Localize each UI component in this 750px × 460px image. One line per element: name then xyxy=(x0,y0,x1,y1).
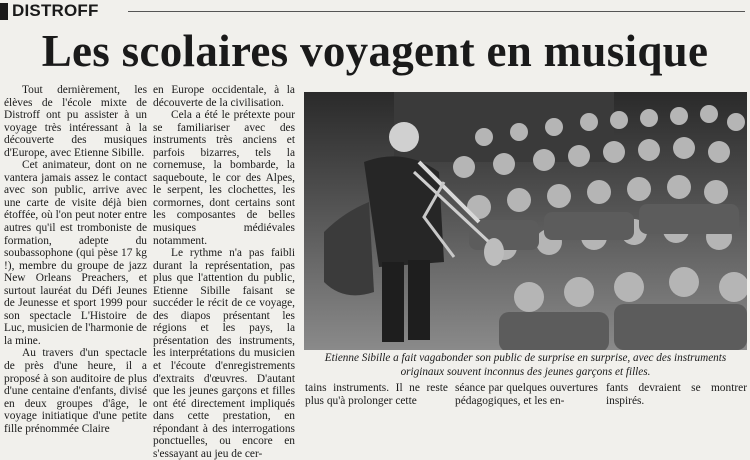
section-label: DISTROFF xyxy=(12,1,99,20)
section-marker xyxy=(0,3,8,20)
article-column-2 xyxy=(153,84,295,460)
article-continuation-2: séance par quelques ouvertures pédagogiques, et les en- xyxy=(455,382,598,407)
paragraph: Le rythme n'a pas faibli durant la représentation, pas plus que l'attention du public, Etienne Sibille faisant se succéder le récit de ce voyage, des diapos présentant les régions et les pays, la présentation des instruments, les interprétations du musicien et l'écoute d'enregistrements d'extraits d'œuvres. D'autant que les jeunes garçons et filles ont été directement impliqués dans cette prestation, en répondant à des interrogations ponctuelles, ou encore en s'essayant au jeu de cer- xyxy=(153,247,295,460)
paragraph: Cela a été le prétexte pour se familiariser avec des instruments très anciens et parfois bizarres, tels la cornemuse, la bombarde, la saqueboute, le cor des Alpes, le serpent, les clochettes, les cormornes, dont certains sont les composantes de belles musiques médiévales notamment. xyxy=(153,109,295,247)
section-header xyxy=(0,0,750,24)
paragraph: Au travers d'un spectacle de près d'une heure, il a proposé à son auditoire de plus d'une centaine d'enfants, divisé en deux groupes d'âge, le voyage initiatique d'une petite fille prénommée Claire xyxy=(4,347,147,435)
article-photo xyxy=(304,92,747,350)
photo-illustration xyxy=(304,92,747,350)
paragraph: en Europe occidentale, à la découverte de la civilisation. xyxy=(153,84,295,109)
paragraph: Tout dernièrement, les élèves de l'école mixte de Distroff ont pu assister à un voyage très intéressant à la découverte des musiques d'Europe, avec Etienne Sibille. xyxy=(4,84,147,159)
paragraph: Cet animateur, dont on ne vantera jamais assez le contact avec son public, arrive avec une carte de visite déjà bien étoffée, où l'on peut noter entre autres qu'il est tromboniste de formation, adepte du soubassophone (qui pèse 17 kg !), membre du groupe de jazz New Orleans Preachers, et surtout lauréat du Défi Jeunes de Jeunesse et sport 1999 pour son spectacle L'Histoire de Luc, musicien de l'harmonie de la mine. xyxy=(4,159,147,347)
article-continuation-1: tains instruments. Il ne reste plus qu'à prolonger cette xyxy=(305,382,448,407)
photo-caption: Etienne Sibille a fait vagabonder son public de surprise en surprise, avec des instruments originaux souvent inconnus des jeunes garçons et filles. xyxy=(324,352,727,378)
article-headline: Les scolaires voyagent en musique xyxy=(41,26,709,76)
article-continuation-3: fants devraient se montrer inspirés. xyxy=(606,382,747,407)
section-divider xyxy=(128,11,745,12)
article-column-1 xyxy=(4,84,147,435)
